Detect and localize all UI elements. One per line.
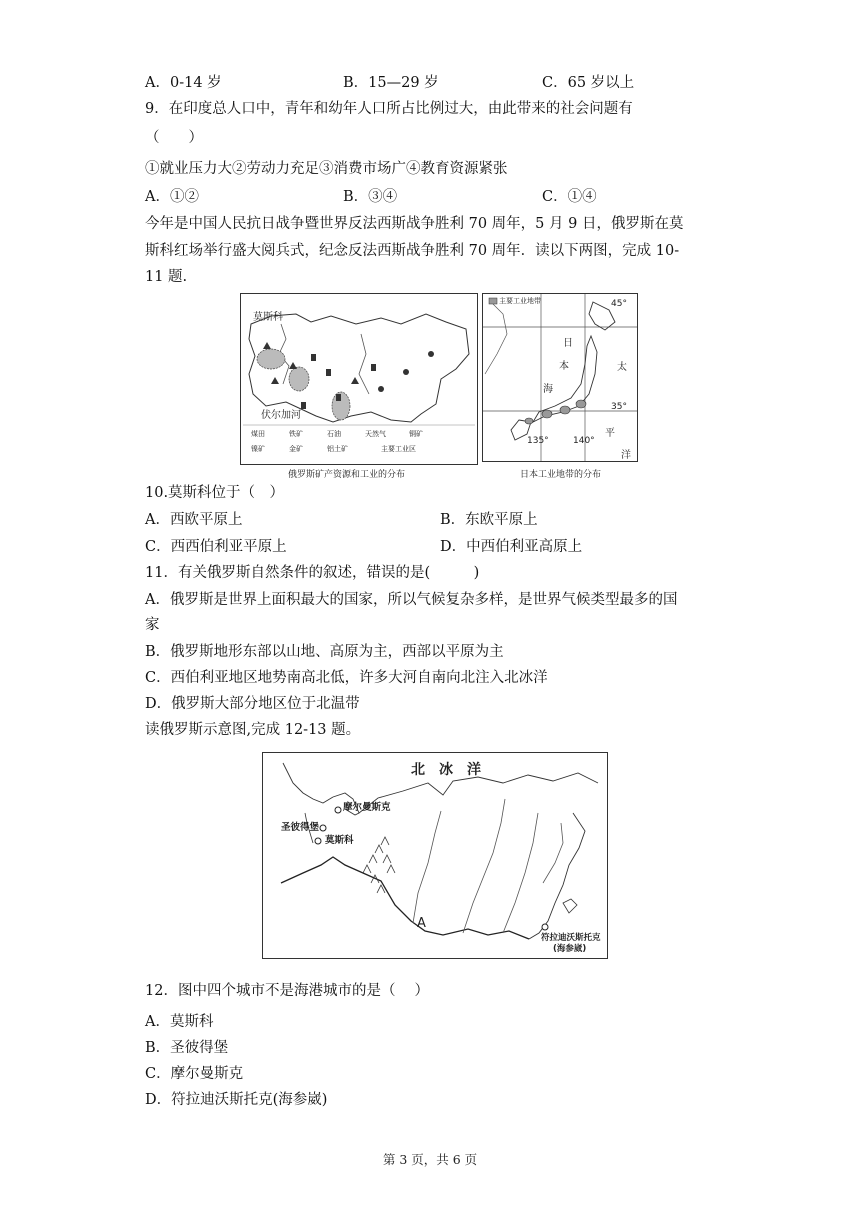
map3-label-a: A: [417, 916, 426, 931]
intro-10-11-line1: 今年是中国人民抗日战争暨世界反法西斯战争胜利 70 周年，5 月 9 日，俄罗斯在莫: [145, 216, 684, 232]
map3-murmansk: 摩尔曼斯克: [343, 802, 391, 813]
q11-option-b: B．俄罗斯地形东部以山地、高原为主，西部以平原为主: [145, 644, 504, 660]
map2-label-hai: 海: [543, 384, 553, 395]
q12-option-c: C．摩尔曼斯克: [145, 1066, 244, 1082]
map3-ocean-label: 北 冰 洋: [411, 762, 481, 778]
q10-option-c: C．西西伯利亚平原上: [145, 539, 287, 555]
japan-industry-map: [482, 293, 638, 462]
q9-stem: 9．在印度总人口中，青年和幼年人口所占比例过大，由此带来的社会问题有: [145, 101, 633, 117]
russia-schematic-map: [262, 752, 608, 959]
q9-option-c: C．①④: [542, 189, 597, 205]
q11-option-c: C．西伯利亚地区地势南高北低，许多大河自南向北注入北冰洋: [145, 670, 548, 686]
q11-stem: 11．有关俄罗斯自然条件的叙述，错误的是( ): [145, 565, 480, 581]
map1-legend-7: 金矿: [289, 445, 303, 453]
map2-label-ping: 平: [605, 428, 615, 439]
q10-option-d: D．中西伯利亚高原上: [440, 539, 583, 555]
map1-legend-8: 铝土矿: [327, 445, 348, 453]
q12-stem: 12．图中四个城市不是海港城市的是（ ）: [145, 983, 430, 999]
map2-legend-label: 主要工业地带: [499, 297, 541, 305]
map2-label-tai: 太: [617, 362, 627, 373]
q11-option-a-line1: A．俄罗斯是世界上面积最大的国家，所以气候复杂多样，是世界气候类型最多的国: [145, 592, 678, 608]
q9-items: ①就业压力大②劳动力充足③消费市场广④教育资源紧张: [145, 161, 508, 177]
map2-label-yang: 洋: [621, 450, 631, 461]
map3-vladivostok-alt: (海参崴): [553, 944, 587, 954]
q10-option-b: B．东欧平原上: [440, 512, 538, 528]
map3-vladivostok: 符拉迪沃斯托克: [541, 933, 601, 943]
map1-legend-9: 主要工业区: [381, 445, 416, 453]
q11-option-a-line2: 家: [145, 617, 160, 633]
russia-minerals-map: [240, 293, 478, 465]
map2-lon-140: 140°: [573, 436, 595, 446]
q10-option-a: A．西欧平原上: [145, 512, 243, 528]
map1-label-volga: 伏尔加河: [261, 410, 301, 421]
map3-moscow: 莫斯科: [325, 835, 354, 846]
intro-10-11-line3: 11 题.: [145, 269, 188, 285]
map1-legend-6: 镍矿: [251, 445, 265, 453]
map1-legend-5: 铜矿: [409, 430, 423, 438]
q11-option-d: D．俄罗斯大部分地区位于北温带: [145, 696, 360, 712]
q12-option-d: D．符拉迪沃斯托克(海参崴): [145, 1092, 328, 1108]
q9-paren: （ ）: [145, 130, 203, 146]
q8-option-b: B．15—29 岁: [343, 75, 439, 91]
q12-option-a: A．莫斯科: [145, 1014, 214, 1030]
q8-option-c: C．65 岁以上: [542, 75, 635, 91]
map1-caption: 俄罗斯矿产资源和工业的分布: [288, 470, 406, 480]
intro-12-13: 读俄罗斯示意图,完成 12-13 题。: [145, 722, 361, 738]
map2-lat-45: 45°: [611, 299, 627, 309]
map1-legend-1: 煤田: [251, 430, 265, 438]
map1-label-moscow: 莫斯科: [253, 312, 283, 323]
page-footer: 第 3 页，共 6 页: [382, 1152, 478, 1167]
map2-caption: 日本工业地带的分布: [520, 470, 602, 480]
q9-option-a: A．①②: [145, 189, 199, 205]
map1-legend-3: 石油: [327, 430, 341, 438]
q12-option-b: B．圣彼得堡: [145, 1040, 229, 1056]
map2-lat-35: 35°: [611, 402, 627, 412]
map1-legend-2: 铁矿: [289, 430, 303, 438]
map2-label-ben: 本: [559, 361, 569, 372]
map2-lon-135: 135°: [527, 436, 549, 446]
intro-10-11-line2: 斯科红场举行盛大阅兵式，纪念反法西斯战争胜利 70 周年．读以下两图，完成 10-: [145, 243, 680, 259]
map2-label-ri: 日: [563, 338, 573, 349]
q8-option-a: A．0-14 岁: [145, 75, 222, 91]
map1-legend-4: 天然气: [365, 430, 386, 438]
q9-option-b: B．③④: [343, 189, 398, 205]
map3-stpetersburg: 圣彼得堡: [281, 822, 320, 833]
q10-stem: 10.莫斯科位于（ ）: [145, 485, 285, 501]
